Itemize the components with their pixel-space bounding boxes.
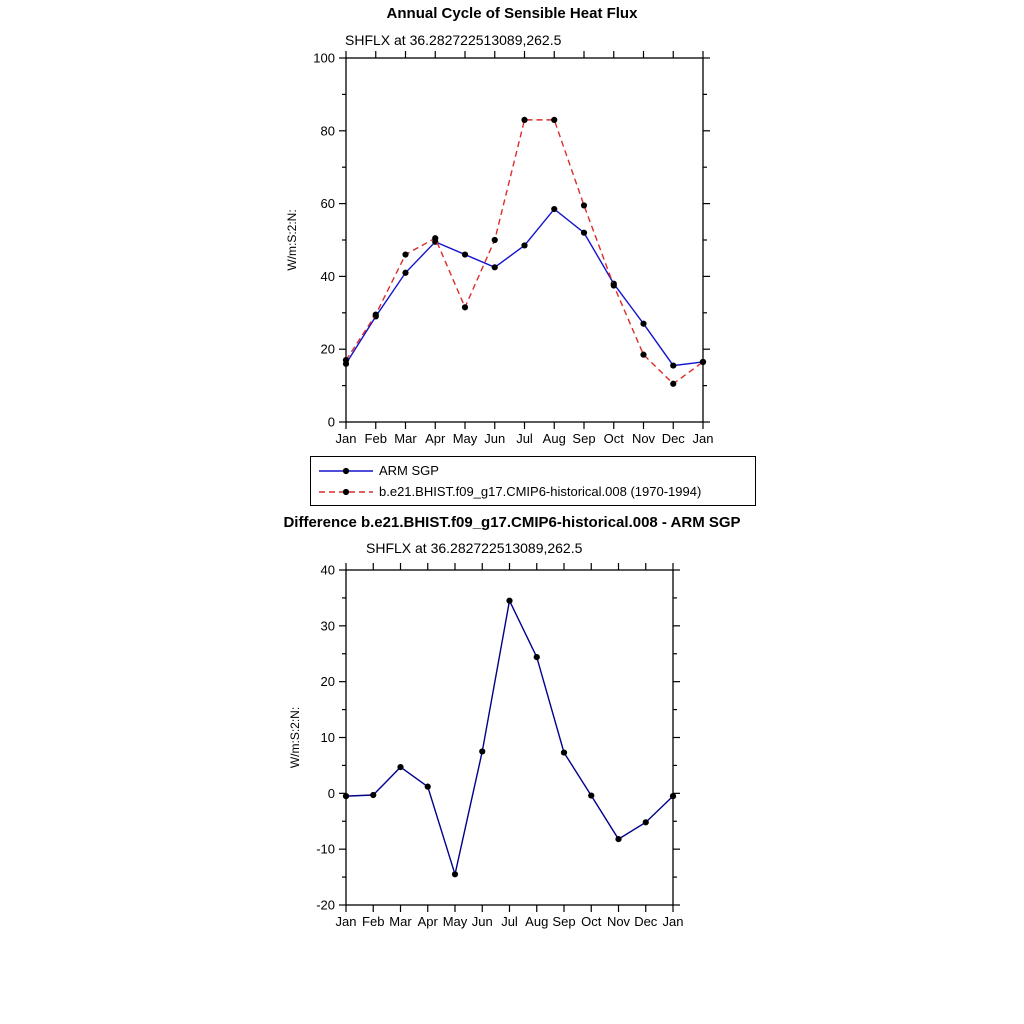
svg-text:Dec: Dec — [634, 914, 658, 929]
svg-text:Sep: Sep — [552, 914, 576, 929]
legend-line-sample-obs — [317, 464, 375, 478]
svg-text:Jan: Jan — [692, 431, 714, 446]
svg-text:20: 20 — [320, 341, 335, 357]
svg-text:Mar: Mar — [389, 914, 412, 929]
svg-text:Aug: Aug — [542, 431, 566, 446]
svg-text:20: 20 — [320, 674, 335, 690]
svg-text:Apr: Apr — [417, 914, 438, 929]
svg-text:Jan: Jan — [662, 914, 684, 929]
svg-text:Mar: Mar — [394, 431, 417, 446]
svg-text:Jul: Jul — [501, 914, 518, 929]
annual-cycle-title: Annual Cycle of Sensible Heat Flux — [386, 5, 638, 22]
svg-text:Nov: Nov — [631, 431, 656, 446]
svg-text:Nov: Nov — [606, 914, 631, 929]
svg-text:80: 80 — [320, 123, 335, 139]
svg-text:Jan: Jan — [335, 431, 357, 446]
annual-cycle-subtitle: SHFLX at 36.282722513089,262.5 — [345, 32, 562, 48]
svg-text:100: 100 — [313, 50, 335, 66]
svg-text:Jul: Jul — [516, 431, 533, 446]
legend-label-model: b.e21.BHIST.f09_g17.CMIP6-historical.008 (1970-1994) — [379, 484, 702, 499]
svg-text:Jun: Jun — [484, 431, 506, 446]
svg-text:W/m:S:2:N:: W/m:S:2:N: — [288, 706, 302, 769]
svg-text:Sep: Sep — [572, 431, 596, 446]
legend-line-sample-model — [317, 485, 375, 499]
svg-text:Jun: Jun — [471, 914, 493, 929]
legend-box — [310, 456, 756, 506]
svg-text:W/m:S:2:N:: W/m:S:2:N: — [285, 209, 299, 271]
svg-text:May: May — [452, 431, 478, 446]
svg-text:May: May — [442, 914, 468, 929]
svg-text:10: 10 — [320, 730, 335, 745]
svg-text:Apr: Apr — [425, 431, 446, 446]
svg-text:-10: -10 — [316, 841, 335, 857]
svg-text:0: 0 — [327, 414, 335, 430]
legend-label-obs: ARM SGP — [379, 463, 439, 478]
difference-title: Difference b.e21.BHIST.f09_g17.CMIP6-historical.008 - ARM SGP — [283, 514, 741, 531]
svg-text:Oct: Oct — [603, 431, 624, 446]
svg-text:Feb: Feb — [362, 914, 385, 929]
svg-text:Aug: Aug — [525, 914, 549, 929]
svg-text:Jan: Jan — [335, 914, 357, 929]
difference-subtitle: SHFLX at 36.282722513089,262.5 — [366, 540, 583, 556]
difference-plot-svg — [0, 512, 1024, 972]
svg-text:30: 30 — [320, 618, 335, 634]
legend-entry-model — [317, 481, 749, 502]
svg-text:60: 60 — [320, 196, 335, 212]
svg-text:Dec: Dec — [661, 431, 685, 446]
svg-text:0: 0 — [327, 785, 335, 801]
svg-text:Feb: Feb — [364, 431, 387, 446]
legend-entry-arm-sgp — [317, 460, 749, 481]
svg-text:40: 40 — [320, 562, 335, 578]
svg-text:Oct: Oct — [581, 914, 602, 929]
svg-text:40: 40 — [320, 268, 335, 284]
svg-text:-20: -20 — [316, 897, 335, 913]
